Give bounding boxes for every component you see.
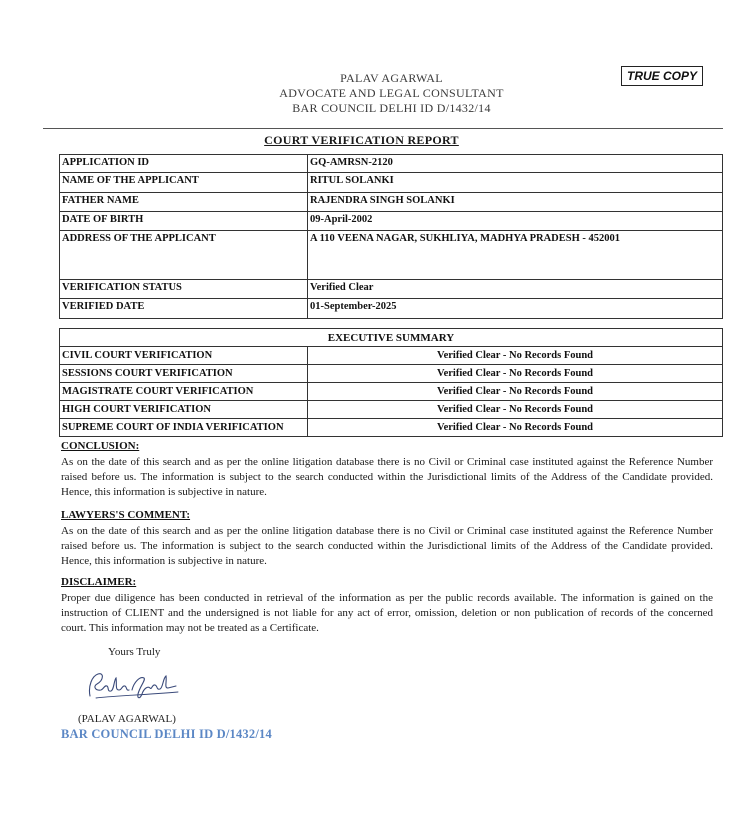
table-row — [60, 173, 723, 193]
salutation: Yours Truly — [108, 646, 161, 658]
table-row — [60, 383, 723, 401]
table-row — [60, 401, 723, 419]
signatory-bar-id: BAR COUNCIL DELHI ID D/1432/14 — [61, 727, 272, 741]
detail-value: 01-September-2025 — [308, 299, 723, 319]
detail-label: VERIFIED DATE — [60, 299, 308, 319]
detail-value: Verified Clear — [308, 280, 723, 299]
summary-label: MAGISTRATE COURT VERIFICATION — [60, 383, 308, 401]
detail-label: APPLICATION ID — [60, 155, 308, 173]
table-row — [60, 280, 723, 299]
conclusion-text: As on the date of this search and as per the online litigation database there is no Civil or Criminal case instituted against the Reference Number raised before us. The information is subject to the search conducted within the Jurisdictional limits of the Address of the Candidate provided. Hence, this information is subjective in nature. — [61, 456, 713, 499]
detail-label: ADDRESS OF THE APPLICANT — [60, 231, 308, 280]
advocate-name: PALAV AGARWAL — [340, 71, 443, 85]
applicant-details-table — [59, 154, 723, 319]
table-row — [60, 347, 723, 365]
conclusion-title: CONCLUSION: — [61, 440, 140, 452]
executive-summary-table — [59, 328, 723, 437]
table-row — [60, 231, 723, 280]
table-row — [60, 365, 723, 383]
summary-label: SUPREME COURT OF INDIA VERIFICATION — [60, 419, 308, 437]
executive-summary-title: EXECUTIVE SUMMARY — [60, 329, 723, 347]
table-row — [60, 299, 723, 319]
table-row — [60, 419, 723, 437]
summary-result: Verified Clear - No Records Found — [308, 365, 723, 383]
disclaimer-text: Proper due diligence has been conducted in retrieval of the information as per the public records available. The information is gained on the instruction of CLIENT and the undersigned is not liable for any act of error, omission, deletion or non publication of records of the concerned court. This information may not be treated as a Certificate. — [61, 592, 713, 635]
signature-icon — [82, 666, 182, 706]
header-divider — [43, 128, 723, 129]
summary-label: CIVIL COURT VERIFICATION — [60, 347, 308, 365]
table-row — [60, 212, 723, 231]
detail-label: FATHER NAME — [60, 193, 308, 212]
table-row — [60, 193, 723, 212]
table-row — [60, 329, 723, 347]
detail-value: GQ-AMRSN-2120 — [308, 155, 723, 173]
table-row — [60, 155, 723, 173]
advocate-bar-id: BAR COUNCIL DELHI ID D/1432/14 — [292, 101, 491, 115]
detail-label: NAME OF THE APPLICANT — [60, 173, 308, 193]
summary-label: SESSIONS COURT VERIFICATION — [60, 365, 308, 383]
summary-result: Verified Clear - No Records Found — [308, 347, 723, 365]
true-copy-stamp: TRUE COPY — [621, 66, 703, 86]
detail-value: A 110 VEENA NAGAR, SUKHLIYA, MADHYA PRADESH - 452001 — [308, 231, 723, 280]
lawyers-comment-title: LAWYERS'S COMMENT: — [61, 509, 191, 521]
summary-result: Verified Clear - No Records Found — [308, 419, 723, 437]
lawyers-comment-text: As on the date of this search and as per the online litigation database there is no Civil or Criminal case instituted against the Reference Number raised before us. The information is subject to the search conducted within the Jurisdictional limits of the Address of the Candidate provided. Hence, this information is subjective in nature. — [61, 525, 713, 568]
detail-value: 09-April-2002 — [308, 212, 723, 231]
advocate-designation: ADVOCATE AND LEGAL CONSULTANT — [279, 86, 504, 100]
detail-value: RITUL SOLANKI — [308, 173, 723, 193]
detail-label: VERIFICATION STATUS — [60, 280, 308, 299]
signatory-name: (PALAV AGARWAL) — [78, 713, 176, 725]
disclaimer-title: DISCLAIMER: — [61, 576, 137, 588]
detail-label: DATE OF BIRTH — [60, 212, 308, 231]
summary-result: Verified Clear - No Records Found — [308, 401, 723, 419]
summary-result: Verified Clear - No Records Found — [308, 383, 723, 401]
report-title: COURT VERIFICATION REPORT — [264, 133, 459, 147]
summary-label: HIGH COURT VERIFICATION — [60, 401, 308, 419]
detail-value: RAJENDRA SINGH SOLANKI — [308, 193, 723, 212]
